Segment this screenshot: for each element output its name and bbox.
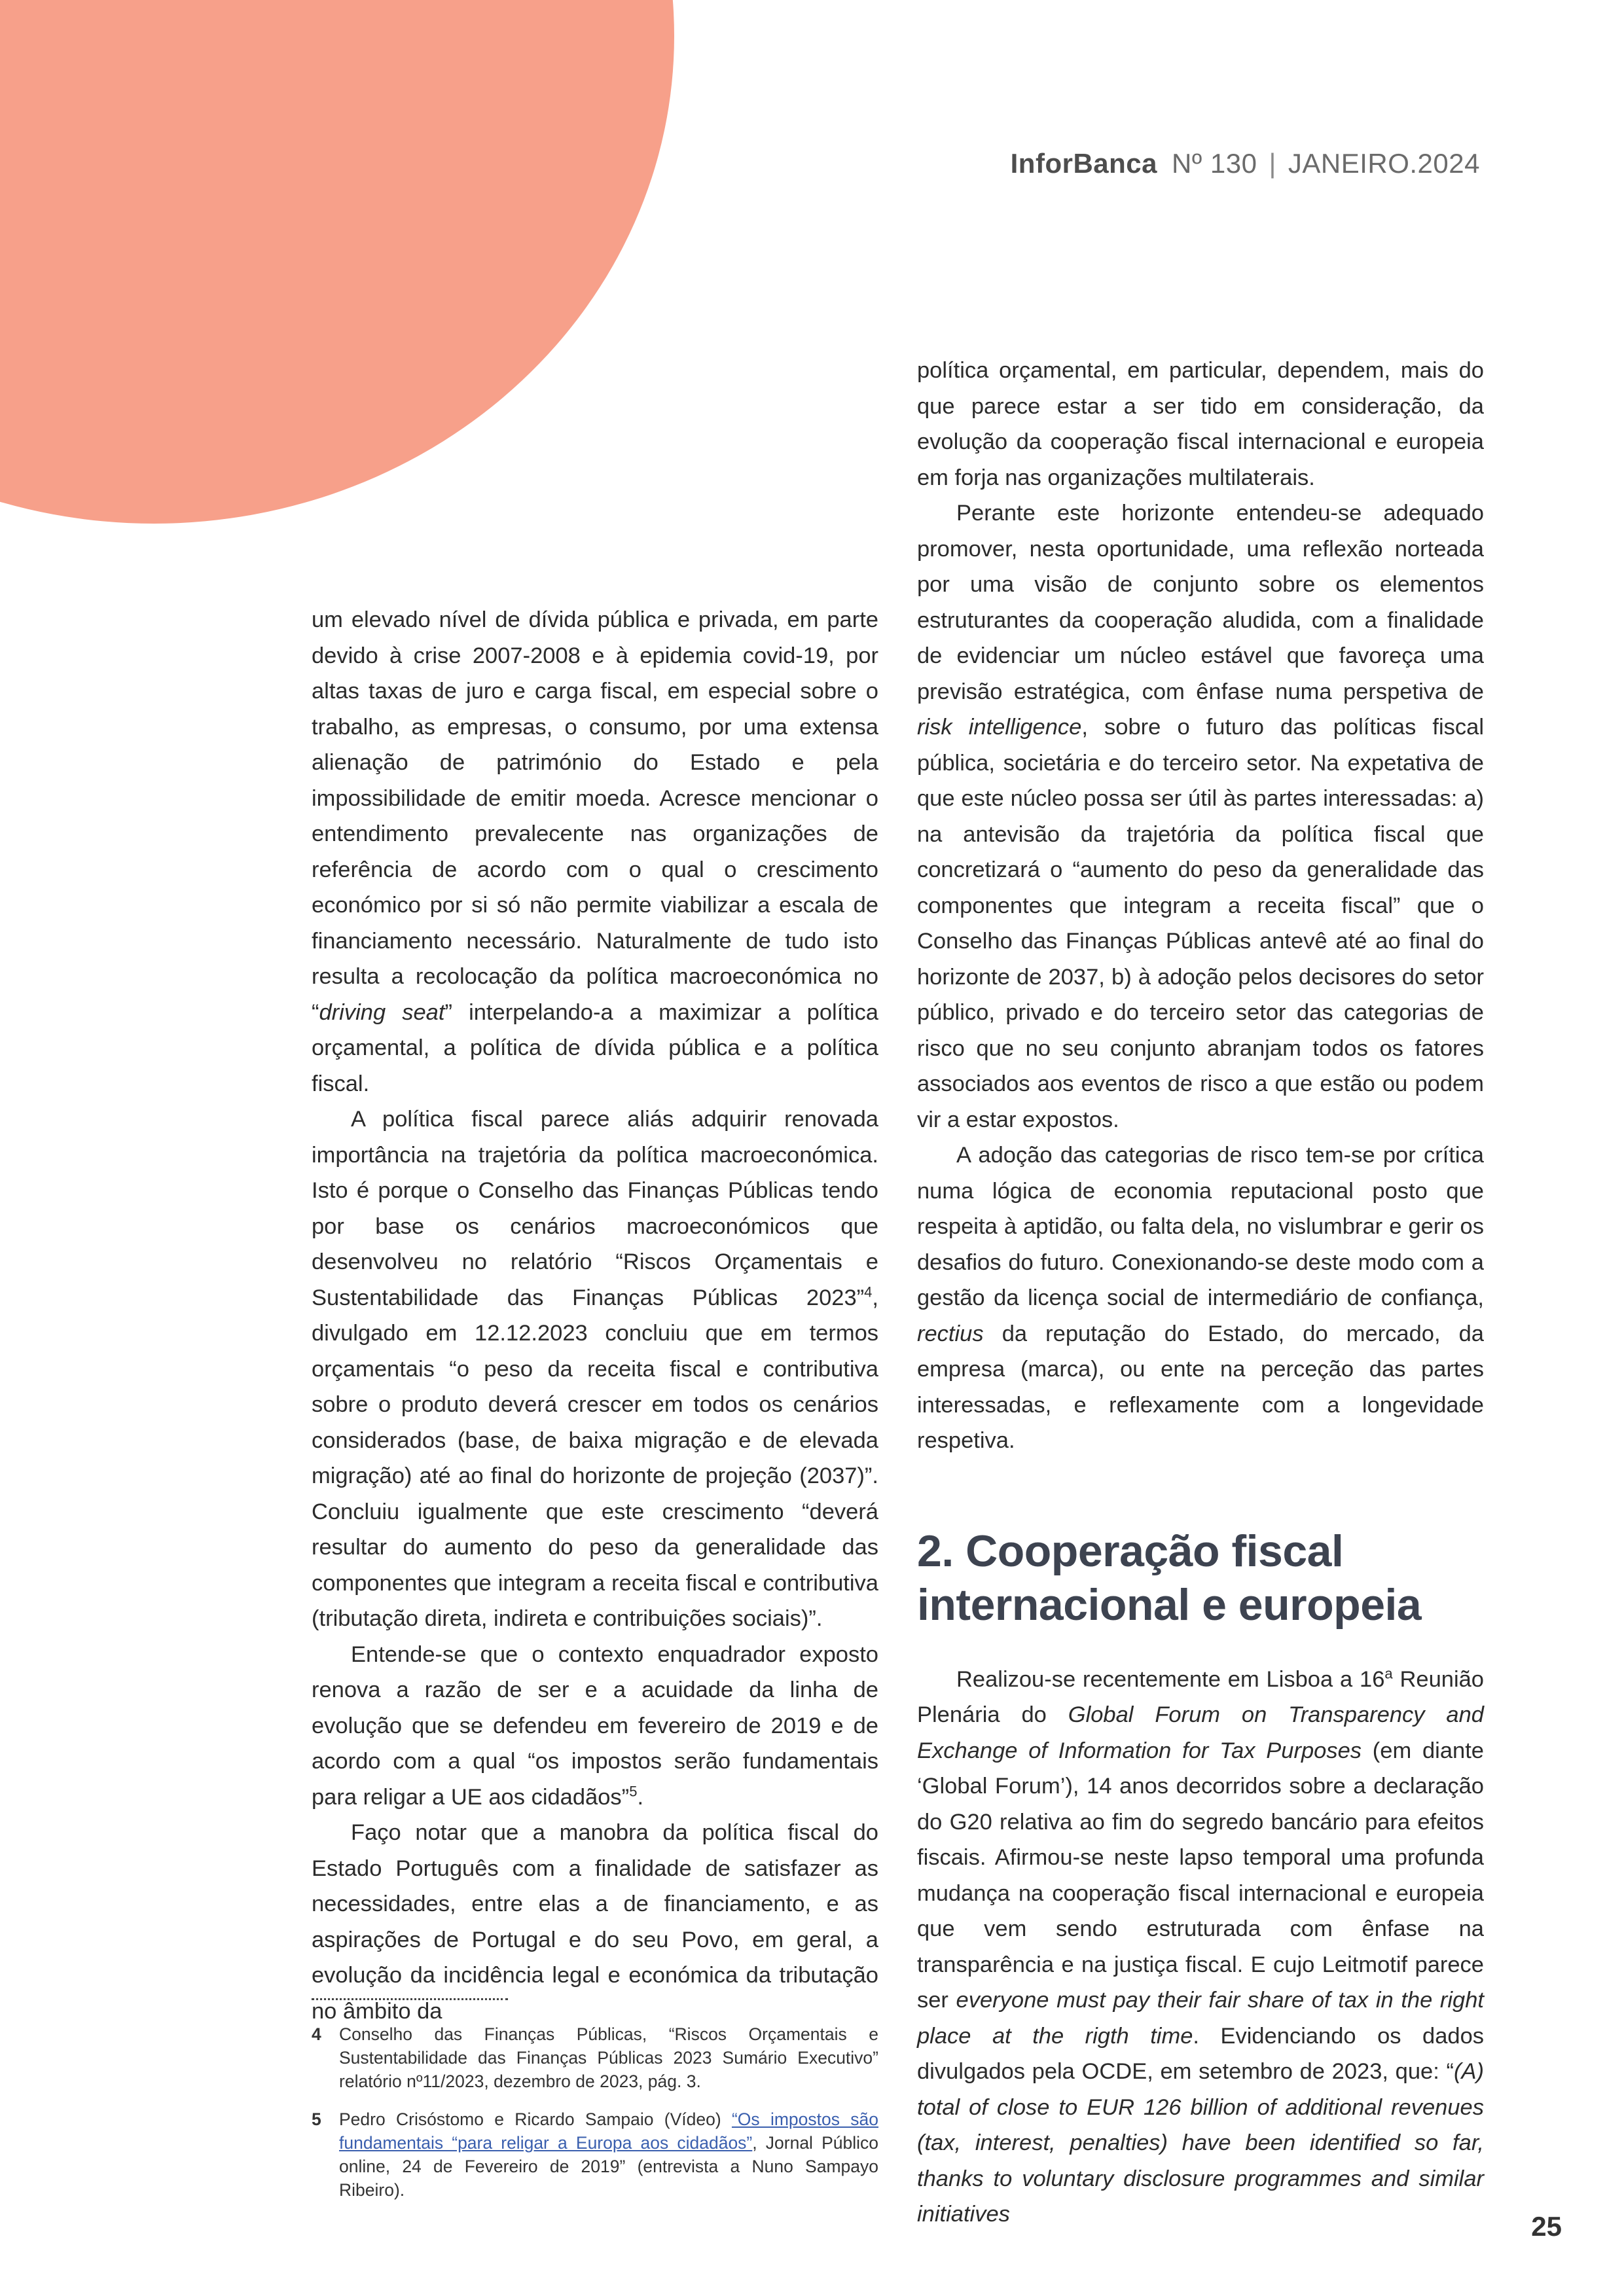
paragraph: Perante este horizonte entendeu-se adequado promover, nesta oportunidade, uma reflexão norteada por uma visão de conjunto sobre os elementos estruturantes da cooperação aludida, com a finalidade de evidenciar um núcleo estável que favoreça uma previsão estratégica, com ênfase numa perspetiva de risk intelligence, sobre o futuro das políticas fiscal pública, societária e do terceiro setor. Na expetativa de que este núcleo possa ser útil às partes interessadas: a) na antevisão da trajetória da política fiscal que concretizará o “aumento do peso da generalidade das componentes que integram a receita fiscal” que o Conselho das Finanças Públicas antevê até ao final do horizonte de 2037, b) à adoção pelos decisores do setor público, privado e do terceiro setor das categorias de risco que no seu conjunto abranjam todos os fatores associados aos eventos de risco a que estão ou podem vir a estar expostos. — [917, 501, 1485, 1132]
paragraph: Faço notar que a manobra da política fiscal do Estado Português com a finalidade de satisfazer as necessidades, entre elas a de financiamento, e as aspirações de Portugal e do seu Povo, em geral, a evolução da incidência legal e económica da tributação no âmbito da — [312, 1820, 878, 2024]
paragraph: Realizou-se recentemente em Lisboa a 16$^a$ Reunião Plenária do Global Forum on Transparency and Exchange of Information for Tax Purposes (em diante ‘Global Forum’), 14 anos decorridos sobre a declaração do G20 relativa ao fim do segredo bancário para efeitos fiscais. Afirmou-se neste lapso temporal uma profunda mudança na cooperação fiscal internacional e europeia que vem sendo estruturada com ênfase na transparência e na justiça fiscal. E cujo Leitmotif parece ser everyone must pay their fair share of tax in the right place at the rigth time. Evidenciando os dados divulgados pela OCDE, em setembro de 2023, que: “(A) total of close to EUR 126 billion of additional revenues (tax, interest, penalties) have been identified so far, thanks to voluntary disclosure programmes and similar initiatives — [917, 1665, 1485, 2227]
paragraph: A adoção das categorias de risco tem-se por crítica numa lógica de economia reputacional posto que respeita à aptidão, ou falta dela, no vislumbrar e gerir os desafios do futuro. Conexionando-se deste modo com a gestão da licença social de intermediário de confiança, rectius da reputação do Estado, do mercado, da empresa (marca), ou ente na perceção das partes interessadas, e reflexamente com a longevidade respetiva. — [917, 1143, 1484, 1453]
footnote-ref[interactable]: 4 — [864, 1283, 873, 1300]
page-header — [1011, 148, 1480, 179]
decorative-blob — [0, 0, 674, 524]
article-link[interactable]: “Os impostos são fundamentais “para religar a Europa aos cidadãos” — [339, 2109, 878, 2153]
section-heading: 2. Cooperação fiscal internacional e europeia — [917, 1526, 1422, 1630]
footnotes — [312, 2022, 878, 2216]
footnote-ref[interactable]: 5 — [629, 1783, 638, 1799]
footnote-divider — [312, 1998, 508, 2000]
footnote-text: Conselho das Finanças Públicas, “Riscos Orçamentais e Sustentabilidade das Finanças Públicas 2023 Sumário Executivo” relatório nº11/2023, dezembro de 2023, pág. 3. — [339, 2024, 878, 2091]
paragraph: um elevado nível de dívida pública e privada, em parte devido à crise 2007-2008 e à epidemia covid-19, por altas taxas de juro e carga fiscal, em especial sobre o trabalho, as empresas, o consumo, por uma extensa alienação de património do Estado e pela impossibilidade de emitir moeda. Acresce mencionar o entendimento prevalecente nas organizações de referência de acordo com o qual o crescimento económico por si só não permite viabilizar a escala de financiamento necessário. Naturalmente de tudo isto resulta a recolocação da política macroeconómica no “driving seat” interpelando-a a maximizar a política orçamental, a política de dívida pública e a política fiscal. — [312, 607, 878, 1096]
issue-number: Nº 130 — [1172, 148, 1257, 179]
page-number: 25 — [1531, 2211, 1562, 2242]
right-column — [917, 353, 1484, 2233]
paragraph: Entende-se que o contexto enquadrador exposto renova a razão de ser e a acuidade da linha de evolução que se defendeu em fevereiro de 2019 e de acordo com a qual “os impostos serão fundamentais para religar a UE aos cidadãos”$^5$. — [312, 1641, 878, 1810]
paragraph: política orçamental, em particular, dependem, mais do que parece estar a ser tido em consideração, da evolução da cooperação fiscal internacional e europeia em forja nas organizações multilaterais. — [917, 358, 1484, 490]
header-separator: | — [1269, 148, 1276, 179]
footnote: 5 Pedro Crisóstomo e Ricardo Sampaio (Vídeo) “Os impostos são fundamentais “para religar a Europa aos cidadãos”, Jornal Público online, 24 de Fevereiro de 2019” (entrevista a Nuno Sampayo Ribeiro). — [312, 2108, 878, 2202]
magazine-brand: InforBanca — [1010, 148, 1158, 179]
footnote — [312, 2022, 878, 2093]
paragraph: A política fiscal parece aliás adquirir renovada importância na trajetória da política macroeconómica. Isto é porque o Conselho das Finanças Públicas tendo por base os cenários macroeconómicos que desenvolveu no relatório “Riscos Orçamentais e Sustentabilidade das Finanças Públicas 2023”$^4$, divulgado em 12.12.2023 concluiu que em termos orçamentais “o peso da receita fiscal e contributiva sobre o produto deverá crescer em todos os cenários considerados (base, de baixa migração e de elevada migração) até ao final do horizonte de projeção (2037)”. Concluiu igualmente que este crescimento “deverá resultar do aumento do peso da generalidade das componentes que integram a receita fiscal e contributiva (tributação direta, indireta e contribuições sociais)”. — [312, 1107, 878, 1631]
left-column — [312, 602, 878, 2029]
footnote-number: 5 — [312, 2109, 321, 2129]
issue-date: JANEIRO.2024 — [1288, 148, 1480, 179]
footnote-number: 4 — [312, 2024, 321, 2044]
